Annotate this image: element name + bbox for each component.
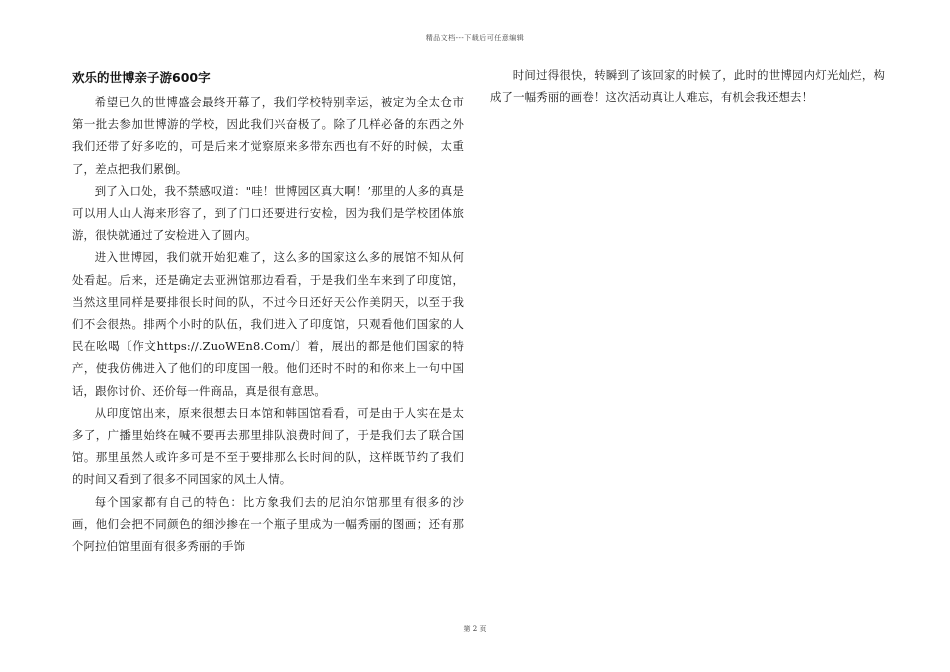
paragraph: 希望已久的世博盛会最终开幕了，我们学校特别幸运，被定为全太仓市第一批去参加世博游的学校，因此我们兴奋极了。除了几样必备的东西之外我们还带了好多吃的，可是后来才觉察原来多带东西也有不好的时候，太重了，差点把我们累倒。 <box>72 95 464 176</box>
paragraph: 时间过得很快，转瞬到了该回家的时候了，此时的世博园内灯光灿烂，构成了一幅秀丽的画卷！这次活动真让人难忘，有机会我还想去！ <box>490 68 885 105</box>
paragraph: 进入世博园，我们就开始犯难了，这么多的国家这么多的展馆不知从何处看起。后来，还是确定去亚洲馆那边看看，于是我们坐车来到了印度馆，当然这里同样是要排很长时间的队，不过今日还好天公作美阴天，以至于我们不会很热。排两个小时的队伍，我们进入了印度馆，只观看他们国家的人民在吆喝〔作文https://.ZuoWEn8.Com/〕着，展出的都是他们国家的特产，使我仿佛进入了他们的印度国一般。他们还时不时的和你来上一句中国话，跟你讨价、还价每一件商品，真是很有意思。 <box>72 250 464 398</box>
page-header: 精品文档---下载后可任意编辑 <box>425 34 525 42</box>
paragraph: 从印度馆出来，原来很想去日本馆和韩国馆看看，可是由于人实在是太多了，广播里始终在喊不要再去那里排队浪费时间了，于是我们去了联合国馆。那里虽然人或许多可是不至于要排那么长时间的队，这样既节约了我们的时间又看到了很多不同国家的风土人情。 <box>72 405 464 487</box>
page-number: 第 2 页 <box>463 625 487 633</box>
right-column <box>490 64 885 108</box>
paragraph: 每个国家都有自己的特色：比方象我们去的尼泊尔馆那里有很多的沙画，他们会把不同颜色的细沙掺在一个瓶子里成为一幅秀丽的图画；还有那个阿拉伯馆里面有很多秀丽的手饰 <box>72 494 464 554</box>
left-column <box>72 64 464 557</box>
article-title: 欢乐的世博亲子游600字 <box>72 70 211 85</box>
paragraph: 到了入口处，我不禁感叹道："哇！世博园区真大啊！’那里的人多的真是可以用人山人海来形容了，到了门口还要进行安检，因为我们是学校团体旅游，很快就通过了安检进入了圆内。 <box>72 183 464 243</box>
